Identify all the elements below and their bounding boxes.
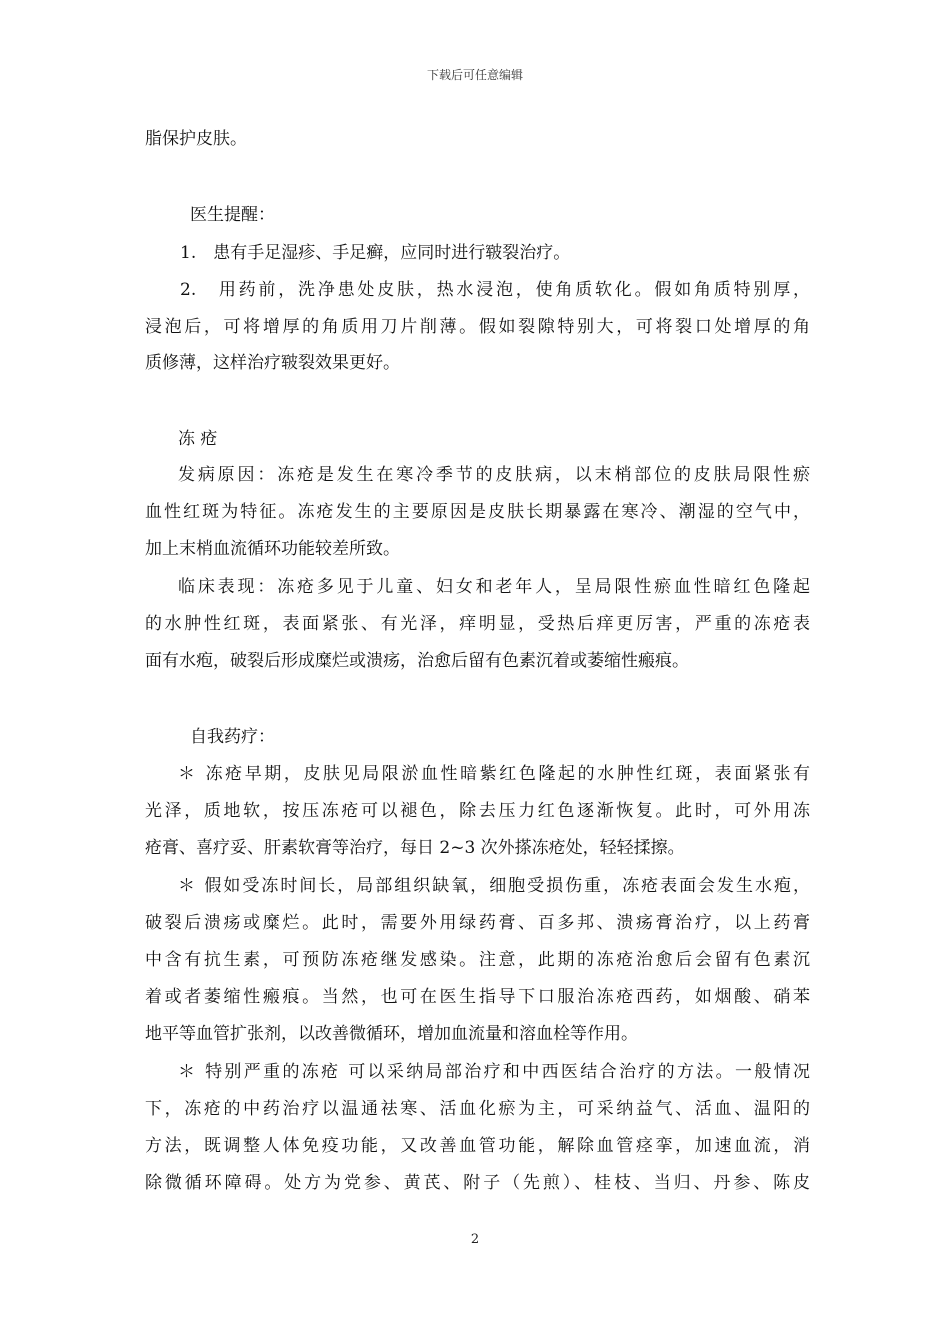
paragraph-line: 面有水疱，破裂后形成糜烂或溃疡，治愈后留有色素沉着或萎缩性瘢痕。	[145, 651, 689, 671]
treatment-item-2: ＊ 假如受冻时间长，局部组织缺氧，细胞受损伤重，冻疮表面会发生水疱，	[178, 876, 810, 896]
paragraph-line: 脂保护皮肤。	[145, 129, 247, 149]
page-header-note: 下载后可任意编辑	[426, 68, 523, 82]
paragraph-line: 浸泡后，可将增厚的角质用刀片削薄。假如裂隙特别大，可将裂口处增厚的角	[145, 317, 810, 337]
paragraph-line: 的水肿性红斑，表面紧张、有光泽，痒明显，受热后痒更厉害，严重的冻疮表	[145, 614, 810, 634]
doctor-reminder-item-2: 2. 用药前，洗净患处皮肤，热水浸泡，使角质软化。假如角质特别厚，	[180, 280, 810, 300]
paragraph-line: 光泽，质地软，按压冻疮可以褪色，除去压力红色逐渐恢复。此时，可外用冻	[145, 801, 810, 821]
treatment-item-1: ＊ 冻疮早期，皮肤见局限淤血性暗紫红色隆起的水肿性红斑，表面紧张有	[178, 764, 810, 784]
paragraph-line: 方法，既调整人体免疫功能，又改善血管功能，解除血管痉挛，加速血流，消	[145, 1136, 810, 1156]
page-number: 2	[470, 1232, 480, 1247]
cause-paragraph: 发病原因：冻疮是发生在寒冷季节的皮肤病，以末梢部位的皮肤局限性瘀	[178, 465, 810, 485]
paragraph-line: 地平等血管扩张剂，以改善微循环，增加血流量和溶血栓等作用。	[145, 1024, 638, 1044]
paragraph-line: 中含有抗生素，可预防冻疮继发感染。注意，此期的冻疮治愈后会留有色素沉	[145, 950, 810, 970]
paragraph-line: 破裂后溃疡或糜烂。此时，需要外用绿药膏、百多邦、溃疡膏治疗，以上药膏	[145, 913, 810, 933]
clinical-paragraph: 临床表现：冻疮多见于儿童、妇女和老年人，呈局限性瘀血性暗红色隆起	[178, 577, 810, 597]
treatment-item-3: ＊ 特别严重的冻疮 可以采纳局部治疗和中西医结合治疗的方法。一般情况	[178, 1062, 810, 1082]
doctor-reminder-heading: 医生提醒：	[190, 205, 275, 225]
paragraph-line: 除微循环障碍。处方为党参、黄芪、附子（先煎）、桂枝、当归、丹参、陈皮	[145, 1173, 810, 1193]
section-title: 冻 疮	[178, 429, 218, 449]
paragraph-line: 下，冻疮的中药治疗以温通祛寒、活血化瘀为主，可采纳益气、活血、温阳的	[145, 1099, 810, 1119]
paragraph-line: 着或者萎缩性瘢痕。当然，也可在医生指导下口服治冻疮西药，如烟酸、硝苯	[145, 987, 810, 1007]
self-treatment-heading: 自我药疗：	[190, 727, 275, 747]
paragraph-line: 疮膏、喜疗妥、肝素软膏等治疗，每日 2~3 次外搽冻疮处，轻轻揉擦。	[145, 838, 685, 858]
paragraph-line: 加上末梢血流循环功能较差所致。	[145, 539, 400, 559]
doctor-reminder-item-1: 1. 患有手足湿疹、手足癣，应同时进行皲裂治疗。	[180, 243, 571, 263]
paragraph-line: 质修薄，这样治疗皲裂效果更好。	[145, 353, 400, 373]
paragraph-line: 血性红斑为特征。冻疮发生的主要原因是皮肤长期暴露在寒冷、潮湿的空气中，	[145, 502, 810, 522]
